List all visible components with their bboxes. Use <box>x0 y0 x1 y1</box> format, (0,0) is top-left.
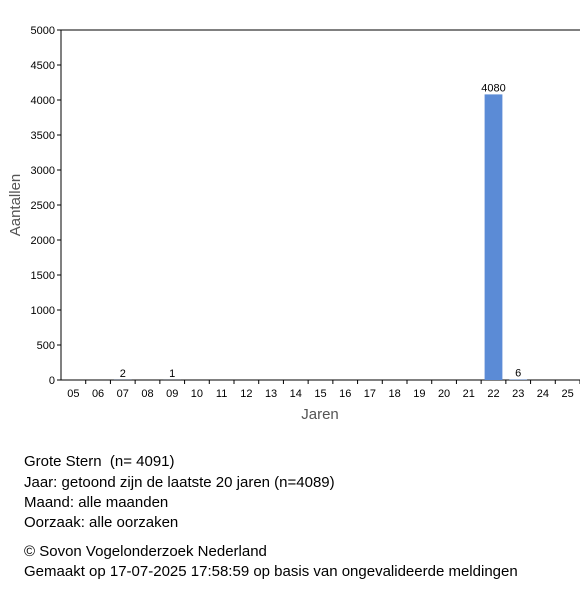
x-tick-label: 19 <box>413 388 426 400</box>
data-label: 1 <box>169 367 176 380</box>
month-filter-line: Maand: alle maanden <box>24 494 169 511</box>
data-label: 4080 <box>481 82 506 95</box>
species-line: Grote Stern (n= 4091) <box>24 453 175 470</box>
data-labels <box>120 82 522 380</box>
x-tick-label: 18 <box>388 388 401 400</box>
x-axis <box>61 380 580 400</box>
generated-line: Gemaakt op 17-07-2025 17:58:59 op basis van ongevalideerde meldingen <box>24 563 518 580</box>
y-tick-label: 4000 <box>30 95 55 107</box>
data-label: 6 <box>515 367 522 380</box>
x-tick-label: 25 <box>561 388 574 400</box>
x-tick-label: 08 <box>141 388 154 400</box>
y-tick-label: 1500 <box>30 270 55 282</box>
y-tick-label: 5000 <box>30 25 55 37</box>
x-tick-label: 16 <box>339 388 352 400</box>
x-tick-label: 07 <box>116 388 129 400</box>
x-tick-label: 11 <box>215 388 228 400</box>
x-tick-label: 24 <box>536 388 550 400</box>
y-tick-label: 2000 <box>30 235 55 247</box>
y-tick-label: 3000 <box>30 165 55 177</box>
x-tick-label: 17 <box>363 388 377 400</box>
copyright-line: © Sovon Vogelonderzoek Nederland <box>24 543 267 560</box>
x-tick-label: 22 <box>487 388 500 400</box>
x-tick-label: 14 <box>289 388 302 400</box>
x-tick-label: 06 <box>91 388 105 400</box>
x-tick-label: 09 <box>166 388 179 400</box>
y-tick-label: 3500 <box>30 130 55 142</box>
y-axis-title: Aantallen <box>7 173 24 237</box>
cause-filter-line: Oorzaak: alle oorzaken <box>24 514 179 531</box>
x-tick-label: 13 <box>264 388 278 400</box>
bar <box>485 94 503 380</box>
year-filter-line: Jaar: getoond zijn de laatste 20 jaren (n=4089) <box>24 474 335 491</box>
x-tick-label: 15 <box>314 388 327 400</box>
x-tick-label: 10 <box>190 388 204 400</box>
x-axis-title: Jaren <box>301 406 339 423</box>
y-tick-label: 2500 <box>30 200 55 212</box>
x-tick-label: 12 <box>240 388 253 400</box>
x-tick-label: 20 <box>437 388 451 400</box>
x-tick-label: 23 <box>512 388 525 400</box>
x-tick-label: 21 <box>462 388 475 400</box>
data-label: 2 <box>119 367 126 380</box>
x-tick-label: 05 <box>67 388 80 400</box>
y-tick-label: 1000 <box>30 305 55 317</box>
y-tick-label: 4500 <box>30 60 55 72</box>
bars <box>114 94 527 380</box>
y-tick-label: 500 <box>36 340 55 352</box>
y-tick-label: 0 <box>48 375 55 387</box>
